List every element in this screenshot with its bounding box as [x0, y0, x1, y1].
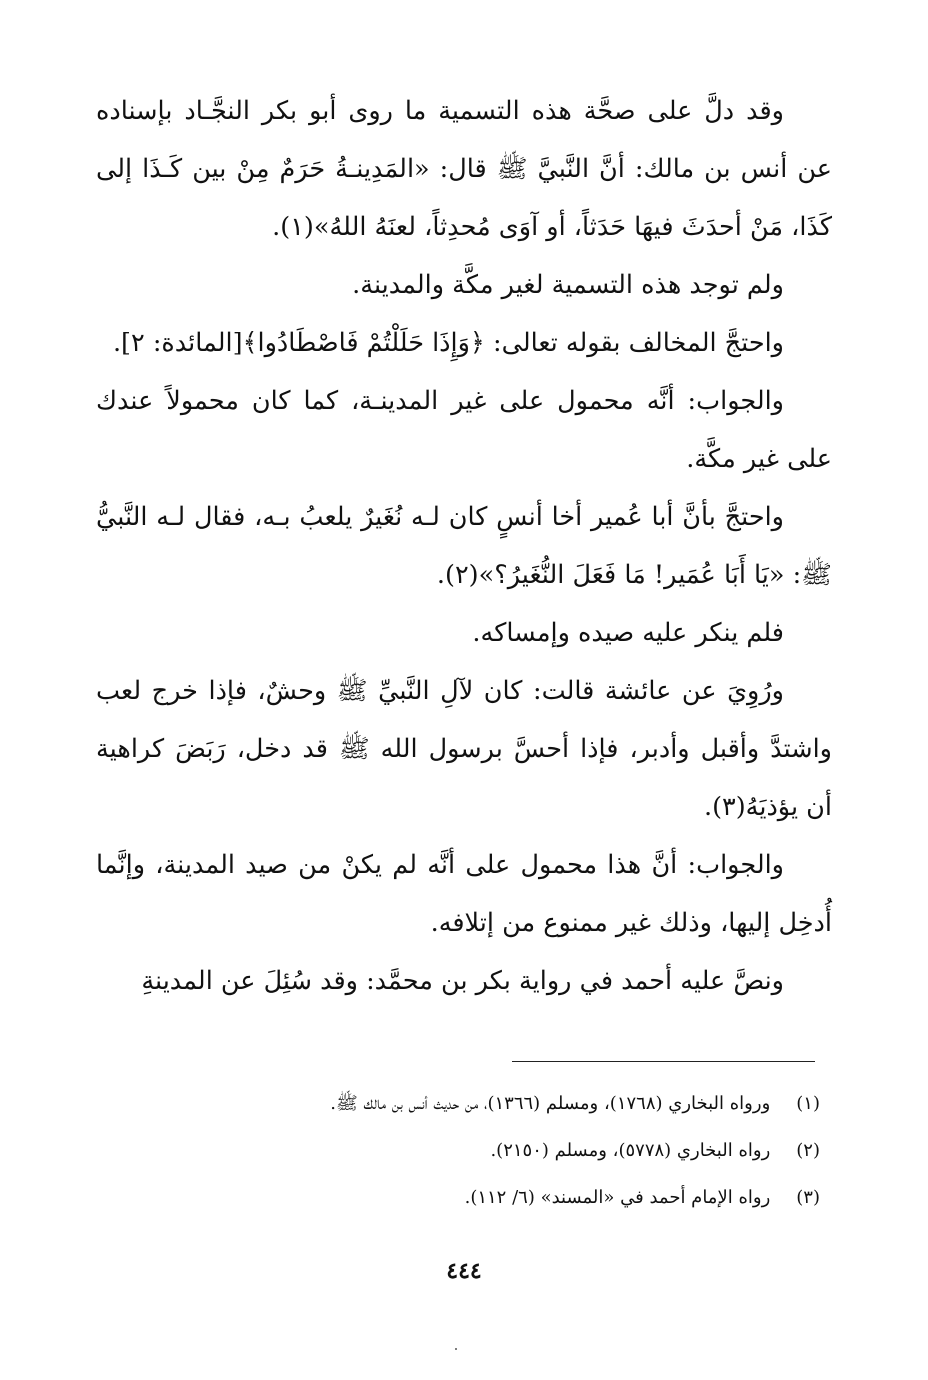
footnotes [96, 1080, 820, 1221]
paragraph: ونصَّ عليه أحمد في رواية بكر بن محمَّد: وقد سُئِلَ عن المدينةِ [141, 966, 784, 996]
footnote-text: ورواه البخاري (١٧٦٨)، ومسلم (١٣٦٦)، من حديث أنس بن مالك ﷺ. [330, 1093, 771, 1114]
footnote-number: (١) [796, 1093, 820, 1114]
paragraph: ورُوِيَ عن عائشة قالت: كان لآلِ النَّبيِّ ﷺ وحشٌ، فإذا خرج لعب واشتدَّ وأقبل وأدبر، فإذا أحسَّ برسول الله ﷺ قد دخل، رَبَضَ كراهية أن يؤذيَهُ(٣). [96, 676, 832, 822]
footnote-item [96, 1080, 820, 1127]
paragraph: وقد دلَّ على صحَّة هذه التسمية ما روى أبو بكر النجَّـاد بإسناده عن أنس بن مالك: أنَّ النَّبيَّ ﷺ قال: «المَدِينـةُ حَرَمٌ مِنْ بين كَـذَا إلى كَذَا، مَنْ أحدَثَ فيهَا حَدَثاً، أو آوَى مُحدِثاً، لعنَهُ اللهُ»(١). [96, 96, 832, 242]
paragraph: ولم توجد هذه التسمية لغير مكَّة والمدينة. [352, 270, 784, 300]
paragraph: والجواب: أنَّه محمول على غير المدينـة، كما كان محمولاً عندك على غير مكَّة. [96, 386, 832, 474]
footnote-item [96, 1127, 820, 1174]
main-text [96, 82, 832, 1010]
footnote-number: (٣) [796, 1187, 820, 1208]
scan-speck [455, 1348, 457, 1350]
footnote-item [96, 1174, 820, 1221]
paragraph: والجواب: أنَّ هذا محمول على أنَّه لم يكنْ من صيد المدينة، وإنَّما أُدخِل إليها، وذلك غير ممنوع من إتلافه. [96, 850, 832, 938]
footnote-number: (٢) [796, 1140, 820, 1161]
paragraph: واحتجَّ المخالف بقوله تعالى: ﴿وَإِذَا حَلَلْتُمْ فَاصْطَادُوا﴾[المائدة: ٢]. [112, 328, 784, 358]
footnote-text: رواه البخاري (٥٧٧٨)، ومسلم (٢١٥٠). [490, 1140, 771, 1161]
paragraph: واحتجَّ بأنَّ أبا عُمير أخا أنسٍ كان لـه نُغَيرٌ يلعبُ بـه، فقال لـه النَّبيُّ ﷺ: «يَا أَبَا عُمَير! مَا فَعَلَ النُّغَيرُ؟»(٢). [96, 502, 832, 590]
page-number: ٤٤٤ [446, 1258, 482, 1284]
footnote-separator [512, 1061, 815, 1062]
footnote-text: رواه الإمام أحمد في «المسند» (٦/ ١١٢). [464, 1187, 771, 1208]
paragraph: فلم ينكر عليه صيده وإمساكه. [472, 618, 784, 648]
